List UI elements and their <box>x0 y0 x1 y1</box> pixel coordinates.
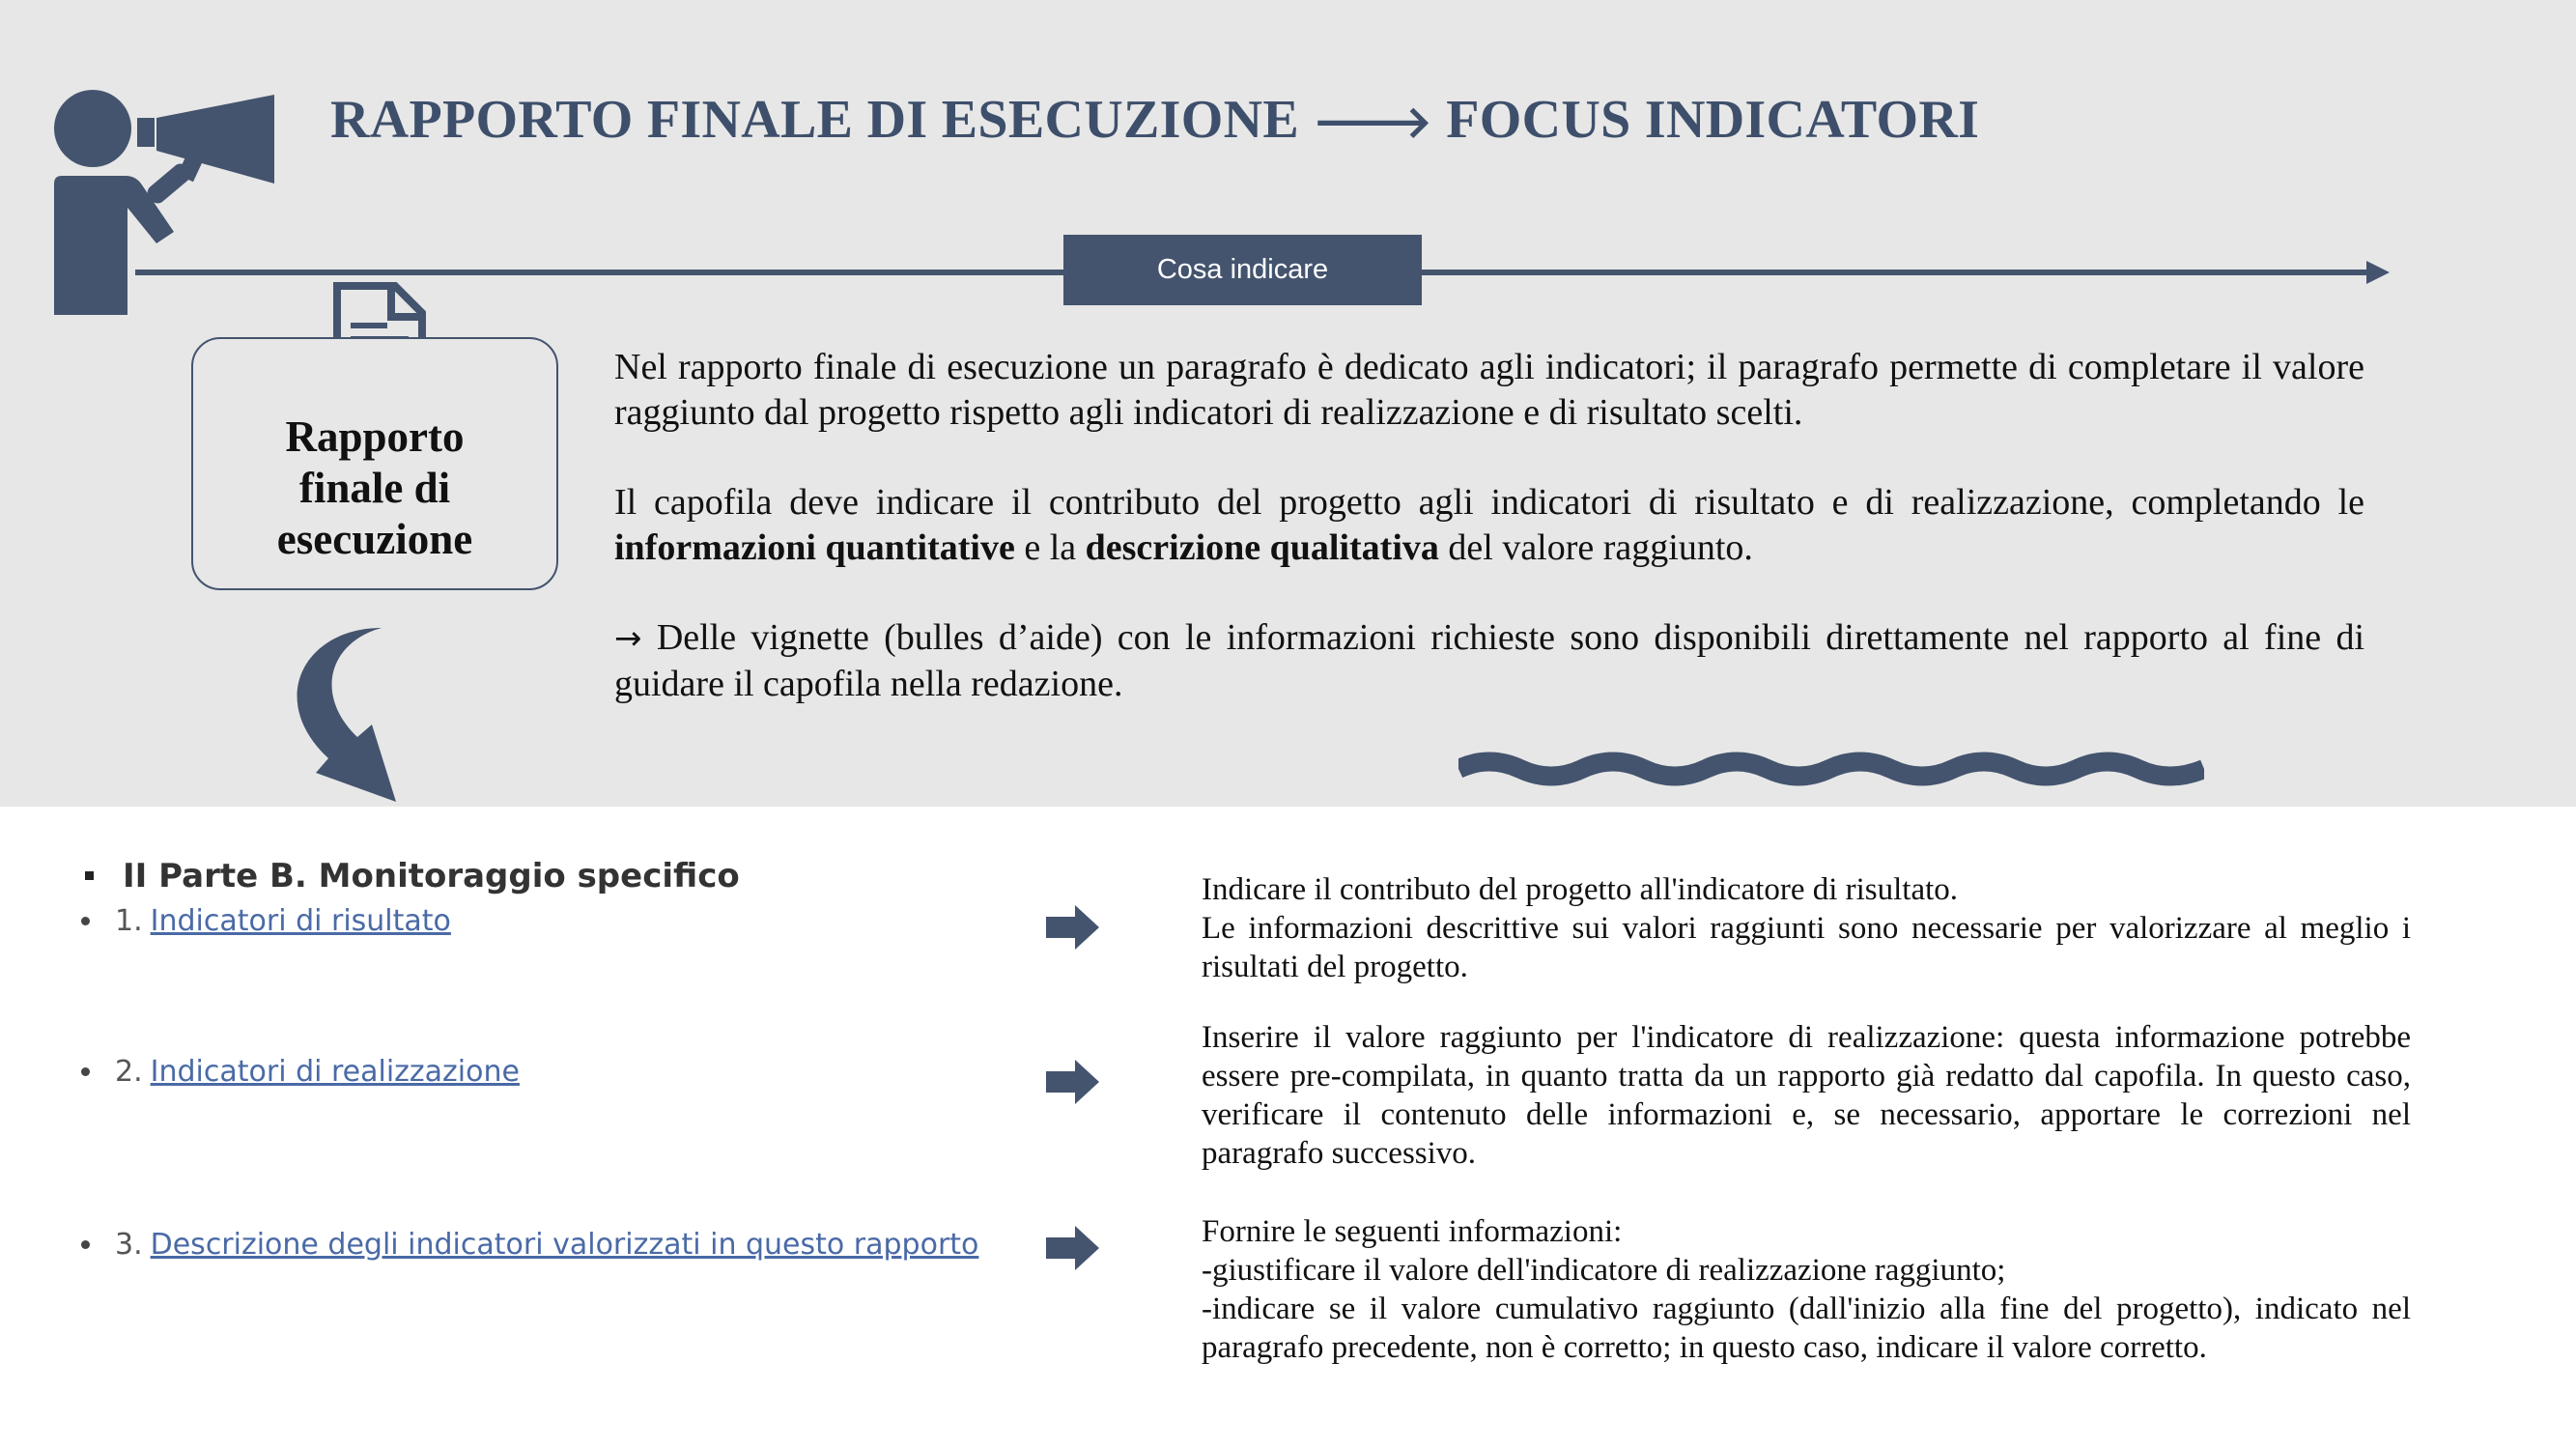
description-realizzazione <box>1202 1018 2411 1173</box>
intro-bold-text: informazioni quantitative <box>614 527 1015 568</box>
description-line: Fornire le seguenti informazioni: <box>1202 1214 1623 1249</box>
description-line: Indicare il contributo del progetto all'indicatore di risultato. <box>1202 872 1959 907</box>
item-number: 2. <box>115 1055 143 1089</box>
title-arrow-icon: 🡒 <box>1313 96 1432 148</box>
link-indicatori-realizzazione[interactable]: Indicatori di realizzazione <box>150 1055 520 1089</box>
report-card-line: esecuzione <box>276 515 473 563</box>
wave-icon <box>1458 751 2204 787</box>
intro-text: del valore raggiunto. <box>1438 527 1753 568</box>
intro-paragraph-2 <box>614 480 2364 571</box>
right-arrow-icon <box>1046 1226 1099 1270</box>
intro-text: Delle vignette (bulles d’aide) con le informazioni richieste sono disponibili direttamente nel rapporto al fine di guidare il capofila nella redazione. <box>614 617 2364 704</box>
list-item <box>81 1055 520 1089</box>
description-line: -indicare se il valore cumulativo raggiunto (dall'inizio alla fine del progetto), indicato nel paragrafo precedente, non è corretto; in questo caso, indicare il valore corretto. <box>1202 1292 2411 1365</box>
list-item <box>81 904 451 938</box>
title-suffix: FOCUS INDICATORI <box>1446 90 1980 150</box>
bullet-dot <box>81 917 90 925</box>
report-card-line: finale di <box>298 464 451 512</box>
right-arrow-icon <box>1046 905 1099 950</box>
right-arrow-icon <box>1046 1060 1099 1104</box>
intro-paragraph-1: Nel rapporto finale di esecuzione un paragrafo è dedicato agli indicatori; il paragrafo permette di completare il valore raggiunto dal progetto rispetto agli indicatori di realizzazione e di risultato scelti. <box>614 347 2364 433</box>
description-line: Inserire il valore raggiunto per l'indicatore di realizzazione: questa informazione potrebbe essere pre-compilata, in quanto tratta da un rapporto già redatto dal capofila. In questo caso, verificare il contenuto delle informazioni e, se necessario, apportare le correzioni nel paragrafo successivo. <box>1202 1020 2411 1171</box>
item-number: 3. <box>115 1228 143 1262</box>
link-indicatori-risultato[interactable]: Indicatori di risultato <box>150 904 451 938</box>
list-item <box>81 1228 978 1262</box>
intro-paragraph-3 <box>614 615 2364 707</box>
bullet-dot <box>81 1240 90 1249</box>
intro-bold-text: descrizione qualitativa <box>1085 527 1439 568</box>
report-card-label <box>191 412 558 565</box>
page-title <box>330 89 2504 151</box>
megaphone-person-icon <box>48 87 280 319</box>
intro-text: e la <box>1014 527 1086 568</box>
item-number: 1. <box>115 904 143 938</box>
description-line: Le informazioni descrittive sui valori raggiunti sono necessarie per valorizzare al meglio i risultati del progetto. <box>1202 911 2411 984</box>
section-title: II Parte B. Monitoraggio specifico <box>123 857 740 895</box>
link-descrizione-indicatori[interactable]: Descrizione degli indicatori valorizzati in questo rapporto <box>150 1228 979 1262</box>
title-main: RAPPORTO FINALE DI ESECUZIONE <box>330 90 1299 150</box>
right-arrow-icon: → <box>614 619 642 658</box>
timeline-arrowhead-icon <box>2366 261 2390 284</box>
description-indicatori-valorizzati <box>1202 1212 2411 1367</box>
timeline-tag: Cosa indicare <box>1063 235 1422 305</box>
bullet-dot <box>81 1067 90 1076</box>
description-risultato <box>1202 870 2411 986</box>
intro-text: Il capofila deve indicare il contributo del progetto agli indicatori di risultato e di realizzazione, completando le <box>614 482 2364 523</box>
report-card-line: Rapporto <box>285 412 465 461</box>
curved-arrow-icon <box>275 623 401 807</box>
description-line: -giustificare il valore dell'indicatore di realizzazione raggiunto; <box>1202 1253 2006 1288</box>
section-bullet <box>85 871 94 880</box>
